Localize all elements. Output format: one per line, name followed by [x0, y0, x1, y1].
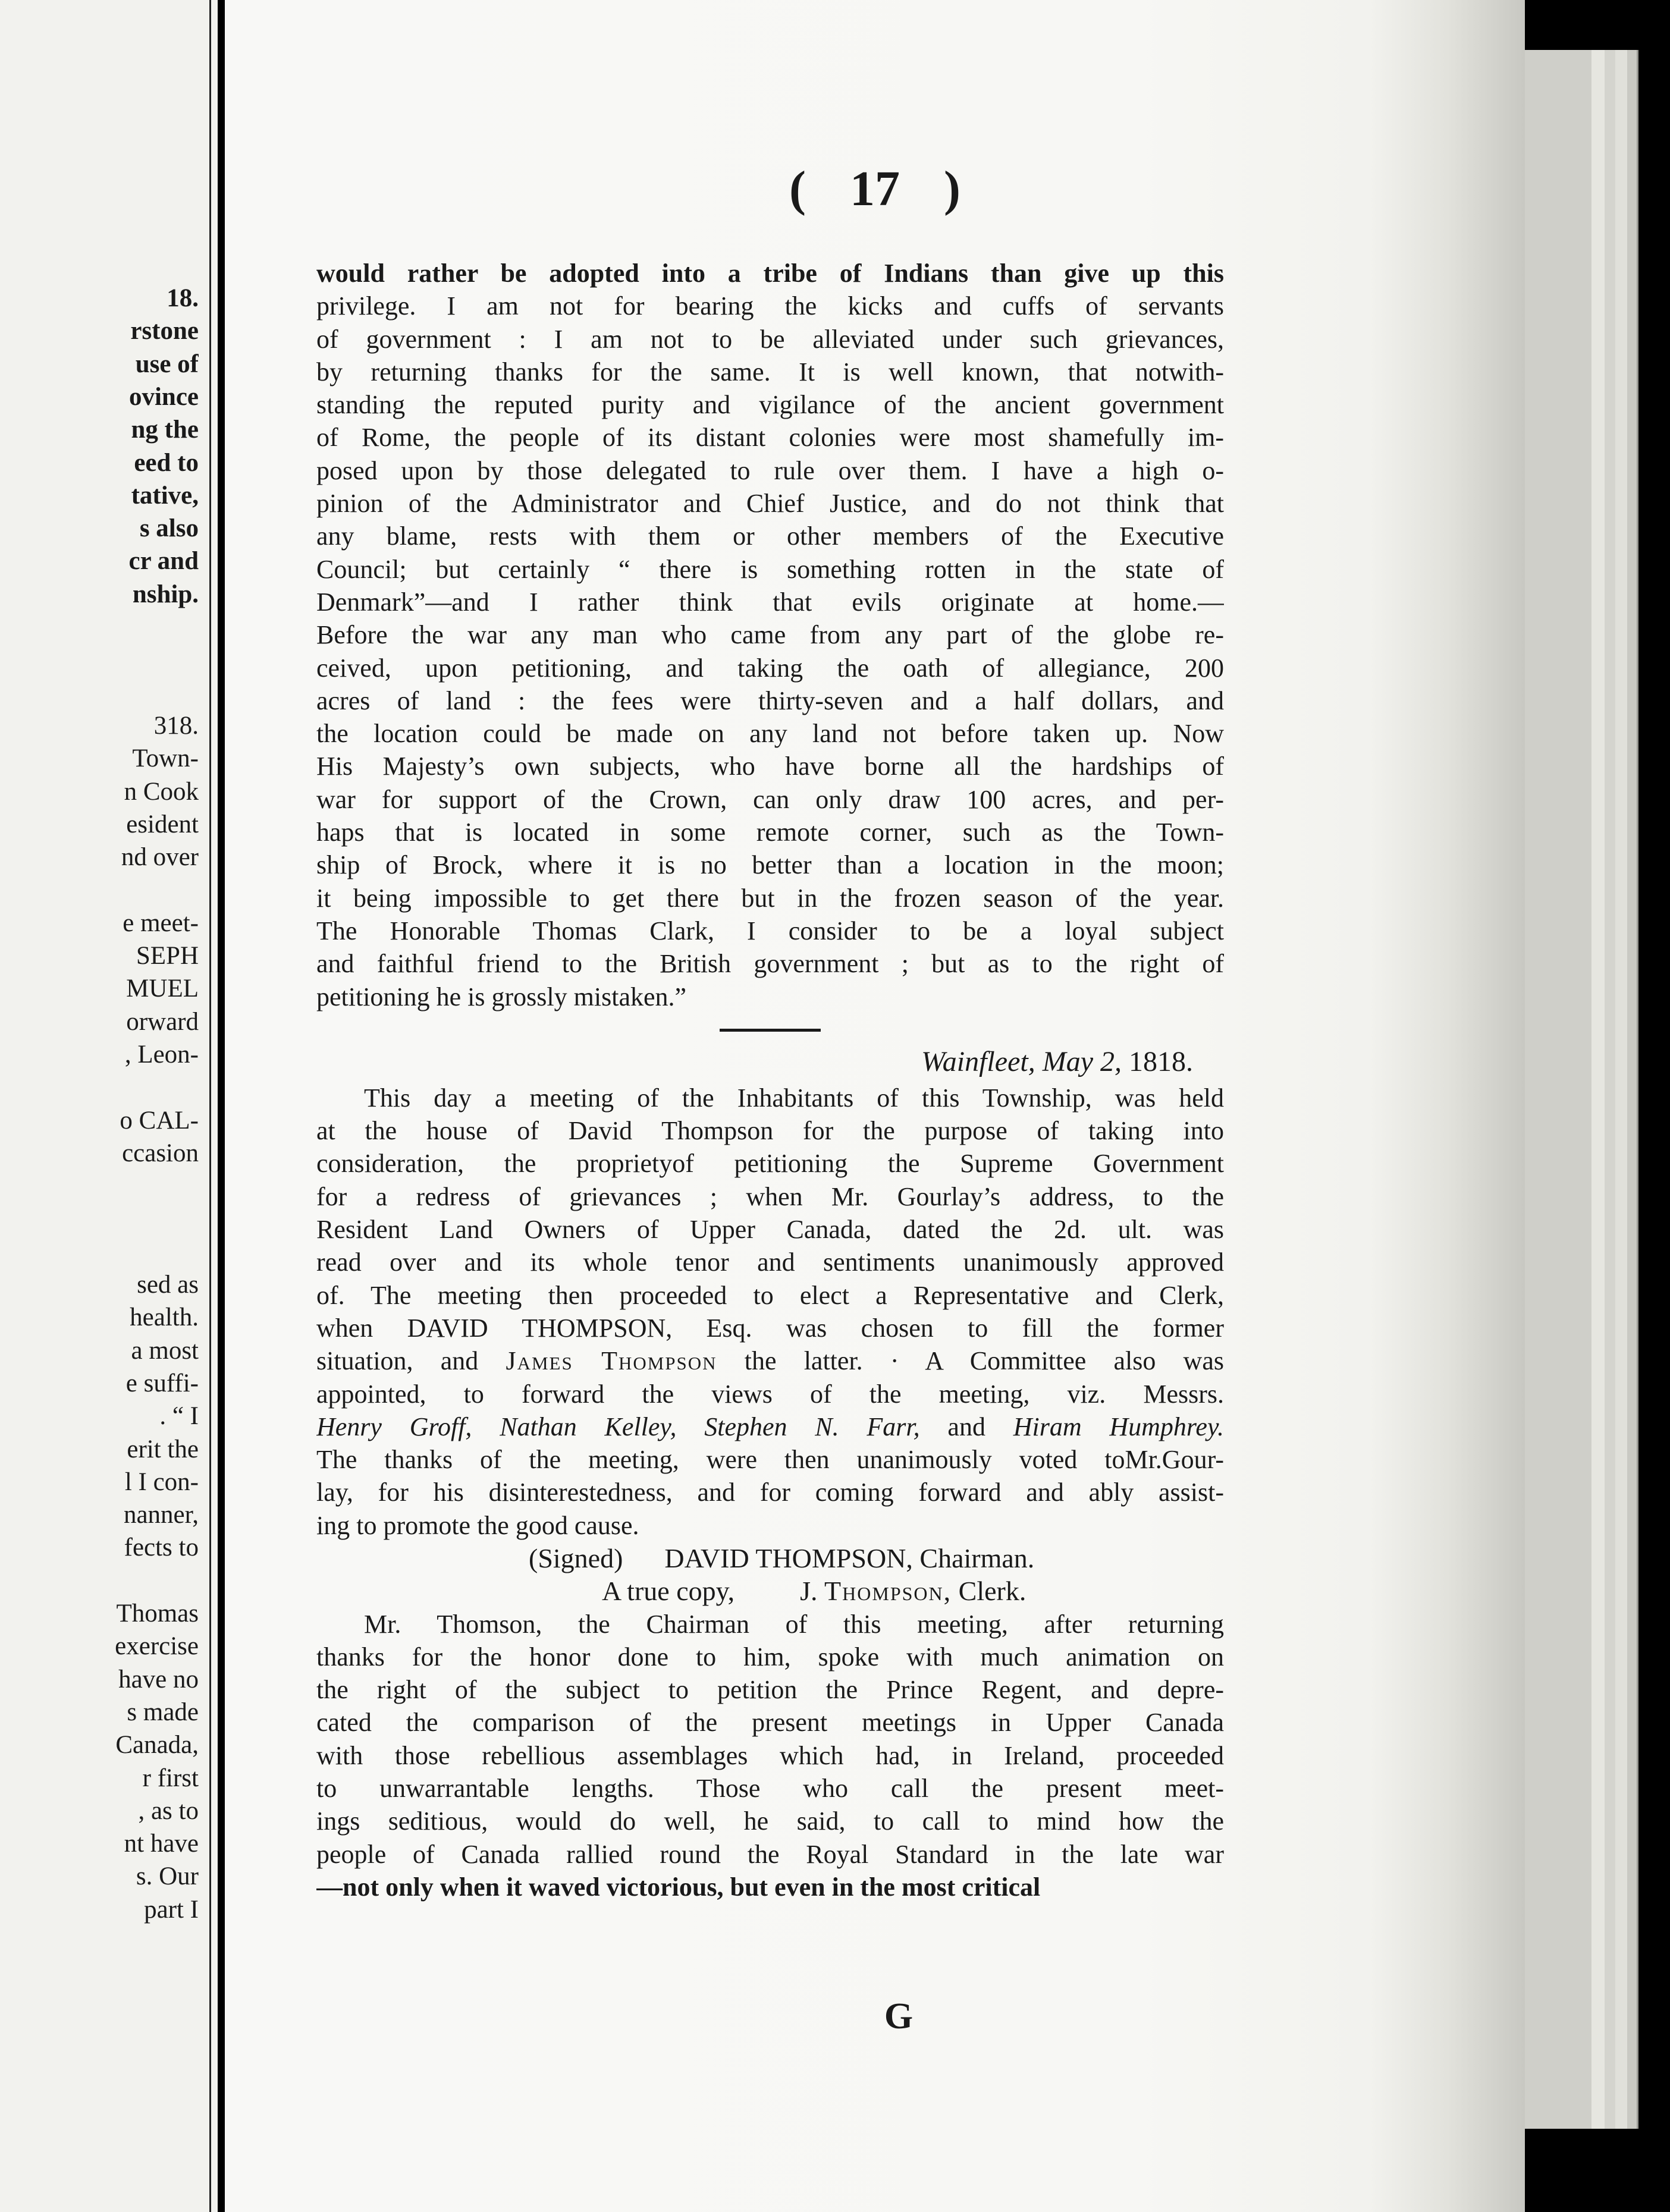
text-line: at the house of David Thompson for the purpose of taking into [316, 1116, 1224, 1146]
left-page-line: tative, [131, 481, 199, 510]
header-open-paren: ( [789, 161, 806, 216]
committee-name: Hiram Humphrey. [1013, 1412, 1224, 1441]
left-page-line: esident [126, 810, 199, 838]
text-line: the right of the subject to petition the Prince Regent, and depre- [316, 1675, 1224, 1705]
left-page-line: SEPH [136, 942, 199, 970]
text-line: Resident Land Owners of Upper Canada, dated the 2d. ult. was [316, 1215, 1224, 1245]
paragraph-2-line [316, 1312, 1224, 1344]
text-line: standing the reputed purity and vigilance of the ancient government [316, 390, 1224, 420]
text-line: ship of Brock, where it is no better than a location in the moon; [316, 850, 1224, 880]
left-page-line: sed as [137, 1271, 199, 1299]
text-line: The thanks of the meeting, were then unanimously voted toMr.Gour- [316, 1445, 1224, 1475]
left-page-line: fects to [124, 1534, 199, 1562]
text-line: His Majesty’s own subjects, who have borne all the hardships of [316, 752, 1224, 781]
text-line: Council; but certainly “ there is something rotten in the state of [316, 554, 1224, 584]
paragraph-1 [316, 257, 1224, 1013]
text-line: Mr. Thomson, the Chairman of this meeting, after returning [364, 1609, 1224, 1639]
header-close-paren: ) [944, 161, 960, 216]
clerk-title: Clerk. [958, 1576, 1027, 1607]
text-line: would rather be adopted into a tribe of Indians than give up this [316, 259, 1224, 288]
left-page-line: s made [127, 1698, 199, 1726]
text-line: the location could be made on any land not before taken up. Now [316, 719, 1224, 749]
left-page-line: Canada, [115, 1731, 199, 1759]
page-leaf-edge [1525, 50, 1593, 2129]
body-text [316, 257, 1224, 1903]
left-page-line: exercise [115, 1632, 199, 1661]
left-page-line: r first [142, 1764, 199, 1792]
text-line: petitioning he is grossly mistaken.” [316, 982, 687, 1011]
paragraph-2-line [316, 1344, 1224, 1377]
left-page-line: e suffi- [125, 1369, 199, 1397]
book-gutter [218, 0, 225, 2212]
left-page-line: cr and [128, 547, 199, 576]
text-line: pinion of the Administrator and Chief Justice, and do not think that [316, 489, 1224, 519]
committee-name: Stephen N. Farr, [704, 1412, 920, 1441]
text-line: for a redress of grievances ; when Mr. Gourlay’s address, to the [316, 1182, 1224, 1211]
text-line: The Honorable Thomas Clark, I consider to be a loyal subject [316, 916, 1224, 945]
text-line: of. The meeting then proceeded to elect a Representative and Clerk, [316, 1280, 1224, 1310]
left-page-line: use of [135, 350, 199, 378]
left-page-line: l I con- [124, 1468, 199, 1496]
chairman-title: Chairman. [919, 1542, 1035, 1573]
signature-clerk [316, 1575, 1224, 1607]
text-line: acres of land : the fees were thirty-seven and a half dollars, and [316, 686, 1224, 715]
text-line: Denmark”—and I rather think that evils originate at home.— [316, 587, 1224, 617]
text-line: Before the war any man who came from any part of the globe re- [316, 620, 1224, 650]
text-line: and faithful friend to the British government ; but as to the right of [316, 949, 1224, 979]
text-line: it being impossible to get there but in the frozen season of the year. [316, 883, 1224, 913]
paragraph-2-part-2 [316, 1443, 1224, 1542]
left-page-line: a most [131, 1336, 199, 1365]
text-line: thanks for the honor done to him, spoke with much animation on [316, 1642, 1224, 1671]
left-page-line: , Leon- [124, 1040, 199, 1069]
left-page-line: 18. [167, 284, 199, 312]
text-line: privilege. I am not for bearing the kicks and cuffs of servants [316, 291, 1224, 321]
text-line: read over and its whole tenor and sentiments unanimously approved [316, 1248, 1224, 1277]
left-page-line: Town- [132, 744, 199, 773]
left-page-line: s also [139, 514, 199, 543]
committee-name: Nathan Kelley, [500, 1412, 677, 1441]
true-copy-label: A true copy, [602, 1576, 735, 1607]
left-page-line: Thomas [116, 1600, 199, 1627]
signed-label: (Signed) [529, 1542, 623, 1573]
text-line: posed upon by those delegated to rule over them. I have a high o- [316, 455, 1224, 485]
text-line: —not only when it waved victorious, but even in the most critical [316, 1872, 1041, 1902]
left-page-line: rstone [130, 317, 199, 345]
left-page-line: have no [118, 1665, 199, 1693]
left-page-line: ovince [128, 382, 199, 411]
paragraph-2-part-1 [316, 1082, 1224, 1312]
left-page-edge [209, 0, 211, 2212]
left-page-line: nanner, [123, 1501, 199, 1529]
left-page-line: erit the [127, 1435, 199, 1463]
left-page-line: o CAL- [120, 1106, 199, 1135]
text-line: by returning thanks for the same. It is well known, that notwith- [316, 357, 1224, 387]
text-run: the latter. · A Committee also was [717, 1346, 1224, 1376]
text-line: ceived, upon petitioning, and taking the oath of allegiance, 200 [316, 653, 1224, 683]
left-page-line: . “ I [159, 1402, 199, 1431]
left-page-line: nt have [124, 1830, 199, 1858]
dateline-year: 1818. [1129, 1045, 1193, 1077]
left-page-line: eed to [134, 448, 199, 477]
left-page-line: nship. [132, 580, 199, 608]
text-line: of government : I am not to be alleviated under such grievances, [316, 324, 1224, 354]
left-page-line: ng the [131, 416, 199, 444]
text-line: cated the comparison of the present meetings in Upper Canada [316, 1708, 1224, 1737]
left-page-line: 318. [153, 711, 199, 740]
page-header [225, 159, 1525, 219]
left-page-line: , as to [138, 1796, 199, 1825]
left-page-line: part I [144, 1895, 199, 1924]
text-run: when [316, 1313, 407, 1343]
main-page [225, 0, 1525, 2212]
page-number: 17 [850, 161, 900, 216]
left-page-line: ccasion [122, 1139, 199, 1167]
text-line: consideration, the proprietyof petitioning the Supreme Government [316, 1149, 1224, 1179]
clerk-name: Thompson, [824, 1576, 952, 1607]
text-run: Esq. was chosen to fill the former [672, 1313, 1224, 1343]
signature-chairman [316, 1542, 1224, 1575]
text-run: situation, and [316, 1346, 506, 1376]
left-page-line: health. [130, 1303, 199, 1332]
paragraph-2-line: appointed, to forward the views of the meeting, viz. Messrs. [316, 1379, 1224, 1409]
dateline [316, 1042, 1224, 1082]
left-page-line: n Cook [124, 777, 199, 806]
text-line: any blame, rests with them or other members of the Executive [316, 521, 1224, 551]
left-page-line: nd over [121, 843, 199, 872]
text-line: haps that is located in some remote corner, such as the Town- [316, 818, 1224, 847]
left-facing-page [0, 0, 218, 2212]
text-line: of Rome, the people of its distant colonies were most shamefully im- [316, 423, 1224, 453]
left-page-line: MUEL [126, 975, 199, 1003]
chairman-name: DAVID THOMPSON, [664, 1542, 913, 1573]
committee-names-line [316, 1410, 1224, 1443]
page-leaf-edge [1627, 50, 1638, 2129]
text-line: lay, for his disinterestedness, and for coming forward and ably assist- [316, 1478, 1224, 1507]
dateline-date: May 2, [1042, 1045, 1122, 1077]
person-name-james-thompson: James Thompson [506, 1346, 717, 1376]
left-page-line: orward [126, 1007, 199, 1036]
text-line: ings seditious, would do well, he said, to call to mind how the [316, 1806, 1224, 1836]
text-line: This day a meeting of the Inhabitants of this Township, was held [364, 1083, 1224, 1113]
person-name-david-thompson: DAVID THOMPSON, [407, 1313, 673, 1343]
committee-name: Henry Groff, [316, 1412, 472, 1441]
text-line: to unwarrantable lengths. Those who call the present meet- [316, 1774, 1224, 1803]
dateline-place: Wainfleet, [921, 1045, 1035, 1077]
text-run: and [947, 1412, 985, 1441]
section-divider-rule [720, 1029, 821, 1032]
text-line: with those rebellious assemblages which had, in Ireland, proceeded [316, 1740, 1224, 1770]
right-page-edges [1525, 0, 1670, 2212]
signature-mark: G [884, 1996, 914, 2037]
text-line: war for support of the Crown, can only draw 100 acres, and per- [316, 784, 1224, 814]
left-page-line: s. Our [136, 1862, 199, 1891]
clerk-initial: J. [800, 1576, 818, 1607]
text-line: ing to promote the good cause. [316, 1510, 639, 1540]
text-line: people of Canada rallied round the Royal Standard in the late war [316, 1839, 1224, 1869]
left-page-line: e meet- [123, 909, 199, 937]
paragraph-3 [316, 1608, 1224, 1904]
